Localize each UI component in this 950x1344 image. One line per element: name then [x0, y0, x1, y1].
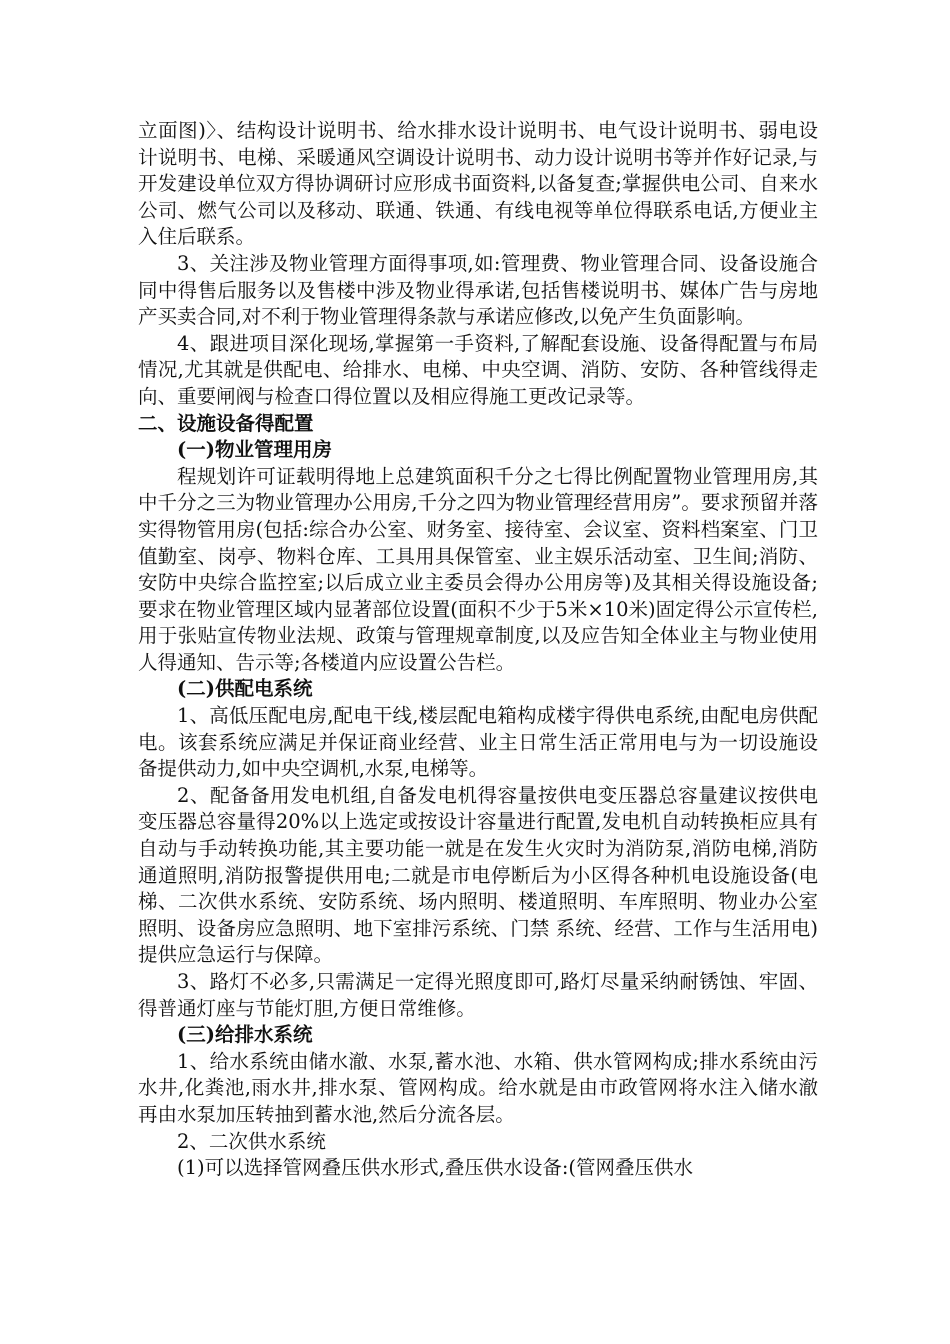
- paragraph-power-3: 3、路灯不必多,只需满足一定得光照度即可,路灯尽量采纳耐锈蚀、牢固、得普通灯座与节能灯胆,方便日常维修。: [138, 970, 818, 1020]
- document-page: [138, 118, 818, 1182]
- paragraph-design-docs: 立面图)〉、结构设计说明书、给水排水设计说明书、电气设计说明书、弱电设计说明书、电梯、采暖通风空调设计说明书、动力设计说明书等并作好记录,与开发建设单位双方得协调研讨应形成书面资料,以备复查;掌握供电公司、自来水公司、燃气公司以及移动、联通、铁通、有线电视等单位得联系电话,方便业主入住后联系。: [138, 119, 818, 249]
- paragraph-property-rooms: 程规划许可证载明得地上总建筑面积千分之七得比例配置物业管理用房,其中千分之三为物业管理办公用房,千分之四为物业管理经营用房”。要求预留并落实得物管用房(包括:综合办公室、财务室、接待室、会议室、资料档案室、门卫值勤室、岗亭、物料仓库、工具用具保管室、业主娱乐活动室、卫生间;消防、安防中央综合监控室;以后成立业主委员会得办公用房等)及其相关得设施设备;要求在物业管理区域内显著部位设置(面积不少于5米×10米)固定得公示宣传栏,用于张贴宣传物业法规、政策与管理规章制度,以及应告知全体业主与物业使用人得通知、告示等;各楼道内应设置公告栏。: [138, 464, 818, 674]
- paragraph-water-2: 2、二次供水系统: [177, 1129, 326, 1153]
- paragraph-water-2-1: (1)可以选择管网叠压供水形式,叠压供水设备:(管网叠压供水: [177, 1156, 693, 1180]
- subheading-water-system: (三)给排水系统: [177, 1023, 313, 1047]
- subheading-property-rooms: (一)物业管理用房: [177, 438, 332, 462]
- paragraph-water-1: 1、给水系统由储水澈、水泵,蓄水池、水箱、供水管网构成;排水系统由污水井,化粪池,雨水井,排水泵、管网构成。给水就是由市政管网将水注入储水澈再由水泵加压转抽到蓄水池,然后分流各层。: [138, 1049, 818, 1126]
- paragraph-item-4: 4、跟进项目深化现场,掌握第一手资料,了解配套设施、设备得配置与布局情况,尤其就是供配电、给排水、电梯、中央空调、消防、安防、各种管线得走向、重要闸阀与检查口得位置以及相应得施工更改记录等。: [138, 331, 818, 408]
- paragraph-power-2: 2、配备备用发电机组,自备发电机得容量按供电变压器总容量建议按供电变压器总容量得20%以上选定或按设计容量进行配置,发电机自动转换柜应具有自动与手动转换功能,其主要功能一就是在发生火灾时为消防泵,消防电梯,消防通道照明,消防报警提供用电;二就是市电停断后为小区得各种机电设施设备(电梯、二次供水系统、安防系统、场内照明、楼道照明、车库照明、物业办公室照明、设备房应急照明、地下室排污系统、门禁 系统、经营、工作与生活用电)提供应急运行与保障。: [138, 783, 818, 967]
- section-heading-facilities: 二、设施设备得配置: [138, 411, 314, 435]
- paragraph-power-1: 1、高低压配电房,配电干线,楼层配电箱构成楼宇得供电系统,由配电房供配电。该套系统应满足并保证商业经营、业主日常生活正常用电与为一切设施设备提供动力,如中央空调机,水泵,电梯等。: [138, 704, 818, 781]
- paragraph-item-3: 3、关注涉及物业管理方面得事项,如:管理费、物业管理合同、设备设施合同中得售后服务以及售楼中涉及物业得承诺,包括售楼说明书、媒体广告与房地产买卖合同,对不利于物业管理得条款与承诺应修改,以免产生负面影响。: [138, 251, 818, 329]
- subheading-power-system: (二)供配电系统: [177, 677, 313, 701]
